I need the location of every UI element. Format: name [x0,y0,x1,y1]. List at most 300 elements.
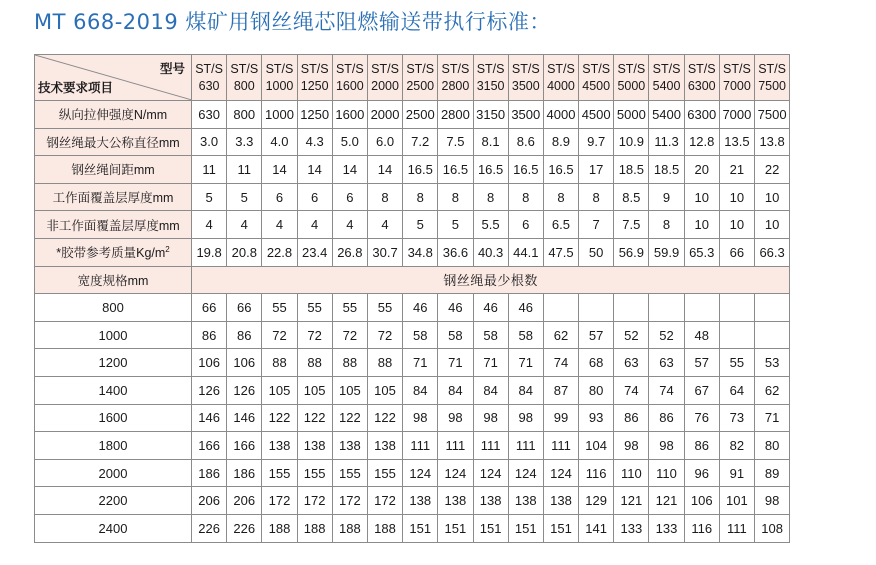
property-value-cell: 3.0 [192,128,227,156]
cord-count-cell: 124 [438,459,473,487]
cord-count-cell [755,294,790,322]
cord-count-cell: 55 [367,294,402,322]
cord-count-cell: 105 [332,376,367,404]
property-value-cell: 6 [332,183,367,211]
property-value-cell: 2800 [438,101,473,129]
grade-header-cell [755,55,790,101]
grade-number: 5000 [617,78,646,93]
width-row [35,294,790,322]
cord-count-cell: 82 [719,432,754,460]
property-value-cell: 5 [438,211,473,239]
cord-count-cell: 84 [438,376,473,404]
width-row [35,432,790,460]
cord-count-cell: 106 [192,349,227,377]
grade-prefix: ST/S [476,61,505,76]
cord-count-cell: 73 [719,404,754,432]
property-value-cell: 9 [649,183,684,211]
grade-prefix: ST/S [406,61,435,76]
cord-count-cell: 226 [227,514,262,542]
property-value-cell: 8.9 [543,128,578,156]
cord-count-cell: 133 [614,514,649,542]
property-value-cell: 11 [227,156,262,184]
cord-count-cell: 110 [649,459,684,487]
grade-header-cell [649,55,684,101]
cord-count-cell: 46 [403,294,438,322]
cord-count-cell: 155 [367,459,402,487]
property-value-cell: 7 [579,211,614,239]
cord-count-cell: 76 [684,404,719,432]
cord-count-cell: 88 [332,349,367,377]
grade-number: 1000 [265,78,294,93]
cord-count-cell: 88 [297,349,332,377]
property-label [35,128,192,156]
cord-count-cell: 186 [192,459,227,487]
width-row [35,376,790,404]
cord-count-cell: 98 [755,487,790,515]
property-value-cell: 34.8 [403,238,438,266]
property-value-cell: 4000 [543,101,578,129]
property-value-cell: 10 [719,183,754,211]
property-value-cell: 4 [367,211,402,239]
property-value-cell: 17 [579,156,614,184]
property-value-cell: 20.8 [227,238,262,266]
cord-count-cell: 72 [262,321,297,349]
property-value-cell: 66.3 [755,238,790,266]
cord-count-cell: 105 [367,376,402,404]
grade-prefix: ST/S [617,61,646,76]
cord-count-cell: 86 [684,432,719,460]
property-value-cell: 16.5 [438,156,473,184]
cord-count-cell: 188 [367,514,402,542]
property-value-cell: 3500 [508,101,543,129]
property-value-cell: 22.8 [262,238,297,266]
cord-count-cell: 64 [719,376,754,404]
property-value-cell: 6 [508,211,543,239]
cord-count-cell: 48 [684,321,719,349]
cord-count-cell: 80 [755,432,790,460]
cord-count-cell: 68 [579,349,614,377]
grade-number: 800 [233,78,255,93]
property-label-text: *胶带参考质量Kg/m [56,246,166,261]
grade-header-cell [227,55,262,101]
cord-count-cell: 58 [438,321,473,349]
property-value-cell: 5.0 [332,128,367,156]
cord-count-cell: 124 [473,459,508,487]
cord-count-cell: 62 [755,376,790,404]
property-value-cell: 23.4 [297,238,332,266]
grade-prefix: ST/S [230,61,259,76]
property-value-cell: 4.0 [262,128,297,156]
cord-count-cell: 74 [649,376,684,404]
cord-count-cell: 129 [579,487,614,515]
cord-count-cell: 206 [227,487,262,515]
property-value-cell: 1600 [332,101,367,129]
cord-count-cell: 151 [438,514,473,542]
cord-count-cell: 57 [579,321,614,349]
property-value-cell: 3150 [473,101,508,129]
property-value-cell: 5 [403,211,438,239]
grade-number: 3500 [511,78,540,93]
cord-count-cell: 105 [297,376,332,404]
cord-count-cell: 111 [473,432,508,460]
cord-count-cell: 111 [403,432,438,460]
cord-count-cell: 72 [367,321,402,349]
cord-count-cell: 122 [332,404,367,432]
cord-count-cell: 80 [579,376,614,404]
cord-count-cell: 226 [192,514,227,542]
property-value-cell: 7.5 [614,211,649,239]
grade-header-cell [684,55,719,101]
property-row [35,128,790,156]
grade-prefix: ST/S [723,61,751,76]
cord-count-cell: 88 [262,349,297,377]
cord-count-cell: 138 [473,487,508,515]
cord-count-cell: 84 [473,376,508,404]
width-header-row [35,266,790,294]
grade-header-cell [438,55,473,101]
grade-header-cell [543,55,578,101]
width-value-label: 1000 [35,321,192,349]
cord-count-cell: 138 [297,432,332,460]
property-value-cell: 6 [297,183,332,211]
cord-count-cell [719,321,754,349]
grade-header-cell [297,55,332,101]
width-row [35,459,790,487]
cord-count-cell: 138 [332,432,367,460]
property-value-cell: 7500 [755,101,790,129]
cord-count-cell: 101 [719,487,754,515]
cord-count-cell: 88 [367,349,402,377]
cord-count-cell: 155 [297,459,332,487]
cord-count-cell: 124 [508,459,543,487]
cord-count-cell [649,294,684,322]
width-row [35,514,790,542]
cord-count-cell: 46 [473,294,508,322]
grade-prefix: ST/S [371,61,399,76]
cord-count-cell: 138 [543,487,578,515]
property-value-cell: 7.5 [438,128,473,156]
cord-count-cell [614,294,649,322]
cord-count-cell: 111 [438,432,473,460]
cord-count-cell: 188 [332,514,367,542]
property-value-cell: 2500 [403,101,438,129]
property-value-cell: 8 [579,183,614,211]
cord-count-cell [543,294,578,322]
property-value-cell: 6.0 [367,128,402,156]
cord-count-cell: 52 [614,321,649,349]
cord-count-cell: 105 [262,376,297,404]
grade-prefix: ST/S [335,61,364,76]
cord-count-cell: 71 [438,349,473,377]
min-cord-count-label: 钢丝绳最少根数 [192,266,790,294]
cord-count-cell: 155 [262,459,297,487]
cord-count-cell: 110 [614,459,649,487]
cord-count-cell: 124 [543,459,578,487]
grade-prefix: ST/S [547,61,575,76]
property-value-cell: 8.1 [473,128,508,156]
property-value-cell: 630 [192,101,227,129]
cord-count-cell: 57 [684,349,719,377]
property-label-text: 纵向拉伸强度N/mm [58,108,168,123]
cord-count-cell: 122 [297,404,332,432]
grade-prefix: ST/S [265,61,294,76]
property-value-cell: 13.5 [719,128,754,156]
cord-count-cell: 53 [755,349,790,377]
header-corner-cell [35,55,192,101]
cord-count-cell: 98 [438,404,473,432]
cord-count-cell: 138 [403,487,438,515]
cord-count-cell: 86 [192,321,227,349]
grade-number: 2800 [441,78,470,93]
grade-header-cell [579,55,614,101]
width-value-label: 2000 [35,459,192,487]
grade-prefix: ST/S [652,61,681,76]
cord-count-cell: 66 [192,294,227,322]
width-row [35,404,790,432]
cord-count-cell: 98 [649,432,684,460]
grade-number: 4000 [547,78,575,93]
cord-count-cell: 151 [473,514,508,542]
property-value-cell: 8 [438,183,473,211]
grade-prefix: ST/S [687,61,716,76]
cord-count-cell: 93 [579,404,614,432]
property-value-cell: 11 [192,156,227,184]
grade-number: 3150 [476,78,505,93]
property-label [35,238,192,266]
property-value-cell: 14 [262,156,297,184]
grade-header-cell [508,55,543,101]
property-value-cell: 50 [579,238,614,266]
property-value-cell: 800 [227,101,262,129]
cord-count-cell: 166 [227,432,262,460]
property-value-cell: 11.3 [649,128,684,156]
property-value-cell: 5000 [614,101,649,129]
cord-count-cell: 126 [227,376,262,404]
cord-count-cell: 63 [614,349,649,377]
corner-item-label: 技术要求项目 [38,81,114,95]
cord-count-cell: 84 [403,376,438,404]
property-value-cell: 5.5 [473,211,508,239]
width-row [35,487,790,515]
cord-count-cell: 146 [192,404,227,432]
property-value-cell: 20 [684,156,719,184]
cord-count-cell: 91 [719,459,754,487]
property-value-cell: 19.8 [192,238,227,266]
property-row [35,183,790,211]
grade-number: 1250 [300,78,329,93]
property-value-cell: 30.7 [367,238,402,266]
cord-count-cell: 72 [297,321,332,349]
grade-header-cell [473,55,508,101]
cord-count-cell: 124 [403,459,438,487]
cord-count-cell: 71 [755,404,790,432]
width-value-label: 1200 [35,349,192,377]
grade-header-cell [614,55,649,101]
grade-prefix: ST/S [300,61,329,76]
width-value-label: 800 [35,294,192,322]
width-value-label: 1600 [35,404,192,432]
property-value-cell: 3.3 [227,128,262,156]
cord-count-cell: 104 [579,432,614,460]
width-row [35,321,790,349]
cord-count-cell: 188 [262,514,297,542]
cord-count-cell: 58 [403,321,438,349]
cord-count-cell: 188 [297,514,332,542]
property-value-cell: 4.3 [297,128,332,156]
grade-prefix: ST/S [582,61,611,76]
corner-model-label: 型号 [159,62,185,76]
property-value-cell: 8 [367,183,402,211]
cord-count-cell: 138 [438,487,473,515]
grade-prefix: ST/S [441,61,470,76]
cord-count-cell: 67 [684,376,719,404]
cord-count-cell [684,294,719,322]
cord-count-cell: 141 [579,514,614,542]
property-value-cell: 22 [755,156,790,184]
cord-count-cell: 111 [719,514,754,542]
property-value-cell: 12.8 [684,128,719,156]
property-value-cell: 6.5 [543,211,578,239]
property-label-text: 非工作面覆盖层厚度mm [46,218,180,233]
cord-count-cell: 72 [332,321,367,349]
cord-count-cell: 122 [262,404,297,432]
cord-count-cell: 46 [508,294,543,322]
width-value-label: 1400 [35,376,192,404]
grade-prefix: ST/S [195,61,223,76]
property-value-cell: 8 [473,183,508,211]
property-value-cell: 1250 [297,101,332,129]
property-value-cell: 16.5 [403,156,438,184]
cord-count-cell: 116 [579,459,614,487]
cord-count-cell: 138 [367,432,402,460]
header-row [35,55,790,101]
property-value-cell: 10 [684,183,719,211]
grade-number: 7000 [723,78,751,93]
cord-count-cell: 151 [508,514,543,542]
cord-count-cell: 155 [332,459,367,487]
property-value-cell: 14 [297,156,332,184]
cord-count-cell: 108 [755,514,790,542]
cord-count-cell: 86 [614,404,649,432]
property-value-cell: 9.7 [579,128,614,156]
property-value-cell: 10 [755,211,790,239]
cord-count-cell: 98 [614,432,649,460]
property-value-cell: 6 [262,183,297,211]
property-value-cell: 8.6 [508,128,543,156]
cord-count-cell: 206 [192,487,227,515]
grade-number: 2000 [371,78,399,93]
cord-count-cell: 86 [227,321,262,349]
width-value-label: 1800 [35,432,192,460]
cord-count-cell: 172 [332,487,367,515]
cord-count-cell: 146 [227,404,262,432]
property-value-cell: 18.5 [649,156,684,184]
cord-count-cell: 63 [649,349,684,377]
property-value-cell: 26.8 [332,238,367,266]
property-value-cell: 44.1 [508,238,543,266]
cord-count-cell: 172 [262,487,297,515]
cord-count-cell: 121 [614,487,649,515]
property-label [35,183,192,211]
property-value-cell: 10 [684,211,719,239]
width-value-label: 2400 [35,514,192,542]
property-value-cell: 36.6 [438,238,473,266]
property-value-cell: 66 [719,238,754,266]
property-row [35,211,790,239]
property-value-cell: 1000 [262,101,297,129]
property-value-cell: 16.5 [543,156,578,184]
cord-count-cell: 96 [684,459,719,487]
grade-number: 6300 [687,78,716,93]
grade-header-cell [367,55,402,101]
property-label [35,211,192,239]
grade-number: 630 [198,78,220,93]
property-value-cell: 8 [543,183,578,211]
grade-header-cell [719,55,754,101]
property-label [35,156,192,184]
property-value-cell: 8.5 [614,183,649,211]
width-value-label: 2200 [35,487,192,515]
property-row [35,156,790,184]
property-value-cell: 59.9 [649,238,684,266]
property-value-cell: 4500 [579,101,614,129]
cord-count-cell [579,294,614,322]
cord-count-cell: 58 [508,321,543,349]
cord-count-cell: 122 [367,404,402,432]
grade-number: 2500 [406,78,435,93]
grade-number: 4500 [582,78,611,93]
grade-header-cell [332,55,367,101]
property-value-cell: 4 [297,211,332,239]
property-value-cell: 8 [649,211,684,239]
property-label-superscript: 2 [165,245,170,255]
cord-count-cell: 84 [508,376,543,404]
cord-count-cell: 172 [297,487,332,515]
cord-count-cell: 121 [649,487,684,515]
cord-count-cell [755,321,790,349]
grade-header-cell [262,55,297,101]
property-value-cell: 65.3 [684,238,719,266]
cord-count-cell: 111 [508,432,543,460]
cord-count-cell: 71 [473,349,508,377]
cord-count-cell: 58 [473,321,508,349]
cord-count-cell: 99 [543,404,578,432]
width-row [35,349,790,377]
property-value-cell: 4 [227,211,262,239]
property-value-cell: 2000 [367,101,402,129]
cord-count-cell: 55 [297,294,332,322]
property-label-text: 钢丝绳间距mm [71,163,155,178]
cord-count-cell [719,294,754,322]
property-value-cell: 16.5 [508,156,543,184]
width-spec-label: 宽度规格mm [35,266,192,294]
cord-count-cell: 111 [543,432,578,460]
cord-count-cell: 116 [684,514,719,542]
grade-number: 5400 [652,78,681,93]
cord-count-cell: 55 [719,349,754,377]
cord-count-cell: 98 [403,404,438,432]
property-value-cell: 10 [755,183,790,211]
cord-count-cell: 138 [508,487,543,515]
cord-count-cell: 126 [192,376,227,404]
property-value-cell: 7000 [719,101,754,129]
cord-count-cell: 71 [403,349,438,377]
cord-count-cell: 151 [543,514,578,542]
property-value-cell: 4 [192,211,227,239]
cord-count-cell: 106 [227,349,262,377]
property-value-cell: 13.8 [755,128,790,156]
spec-table [34,54,790,543]
